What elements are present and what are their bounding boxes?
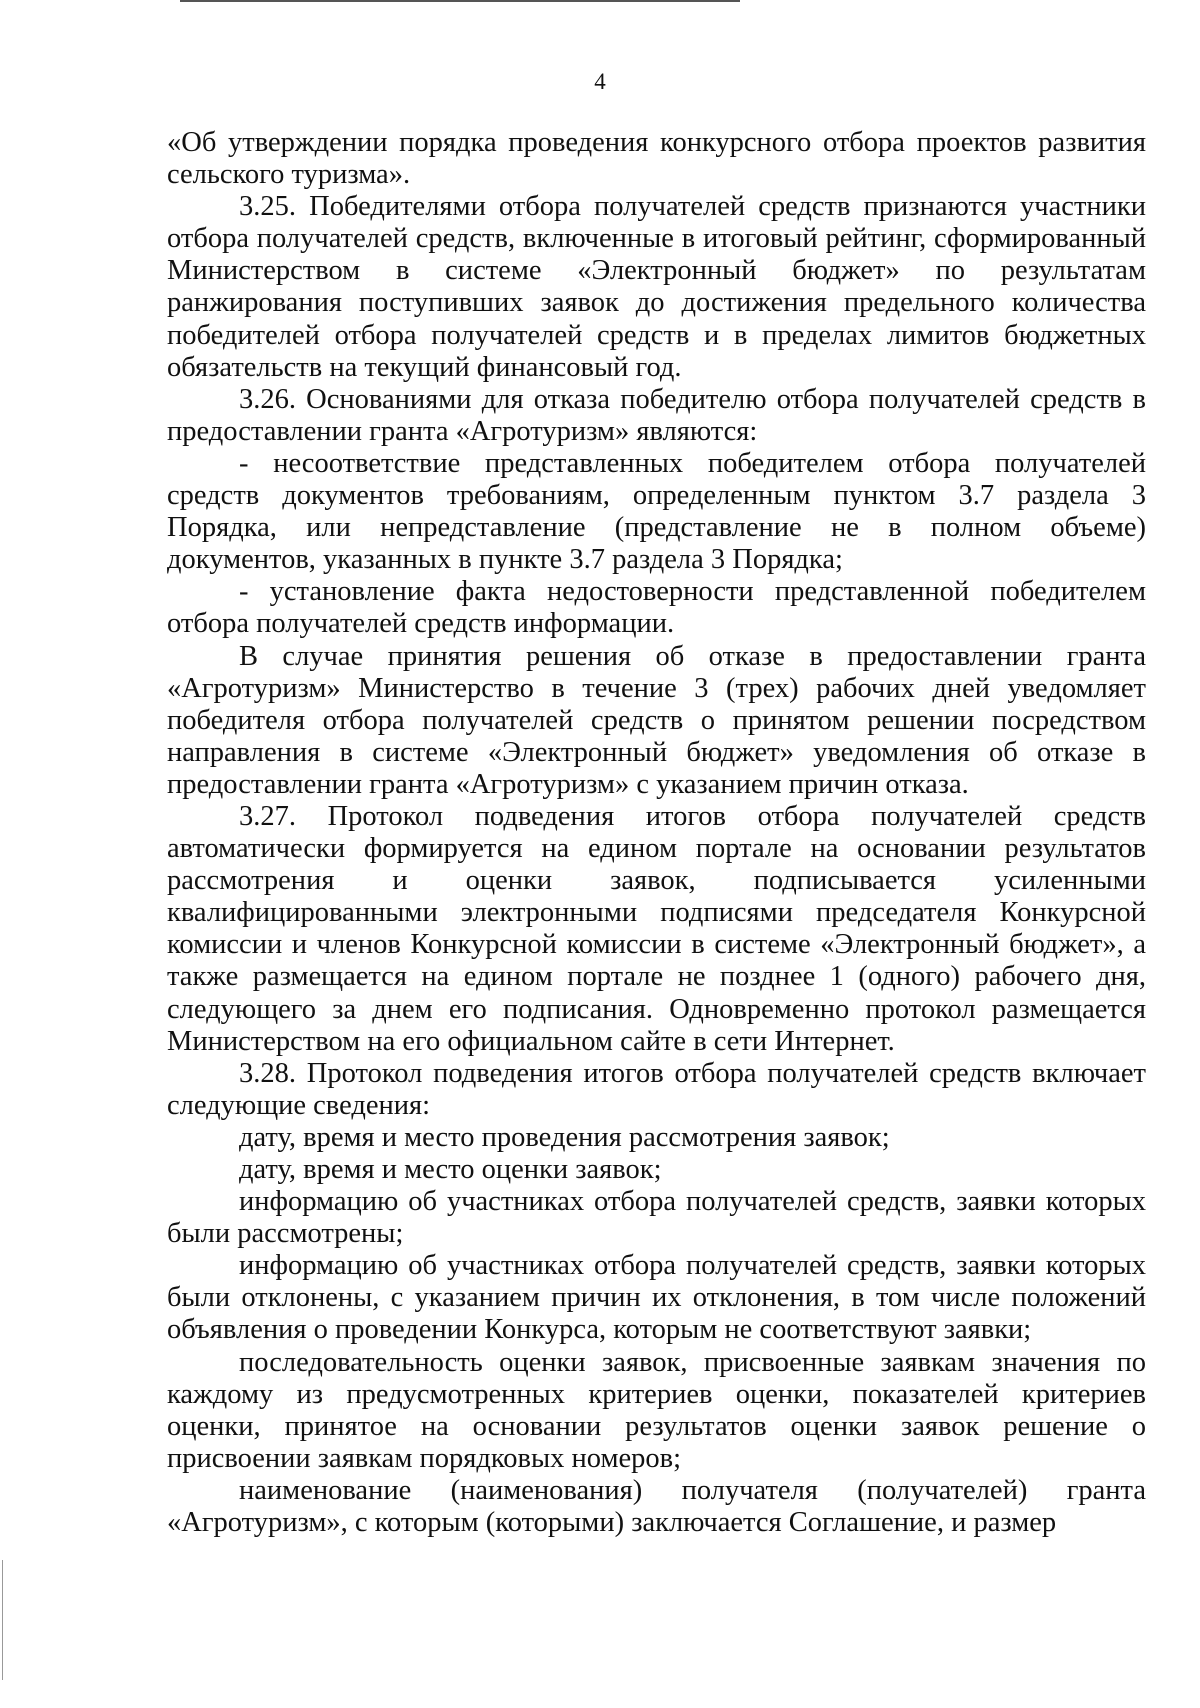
- scan-artifact-top: [180, 0, 740, 2]
- paragraph-3-25: 3.25. Победителями отбора получателей средств признаются участники отбора получателей средств, включенные в итоговый рейтинг, сформированный Министерством в системе «Электронный бюджет» по результатам ранжирования поступивших заявок до достижения предельного количества победителей отбора получателей средств и в пределах лимитов бюджетных обязательств на текущий финансовый год.: [167, 191, 1146, 383]
- page-number: 4: [594, 69, 606, 94]
- scan-artifact-left: [2, 1560, 3, 1680]
- paragraph-refusal-notice: В случае принятия решения об отказе в предоставлении гранта «Агротуризм» Министерство в течение 3 (трех) рабочих дней уведомляет победителя отбора получателей средств о принятом решении посредством направления в системе «Электронный бюджет» уведомления об отказе в предоставлении гранта «Агротуризм» с указанием причин отказа.: [167, 640, 1146, 800]
- list-item-unreliability: - установление факта недостоверности представленной победителем отбора получателей средств информации.: [167, 576, 1146, 640]
- document-body: [167, 127, 1146, 1539]
- list-item-evaluation-sequence: последовательность оценки заявок, присвоенные заявкам значения по каждому из предусмотренных критериев оценки, показателей критериев оценки, принятое на основании результатов оценки заявок решение о присвоении заявкам порядковых номеров;: [167, 1346, 1146, 1474]
- list-item-reviewed-participants: информацию об участниках отбора получателей средств, заявки которых были рассмотрены;: [167, 1186, 1146, 1250]
- paragraph-3-28: 3.28. Протокол подведения итогов отбора получателей средств включает следующие сведения:: [167, 1057, 1146, 1121]
- list-item-evaluation-date: дату, время и место оценки заявок;: [239, 1154, 662, 1185]
- paragraph-3-26: 3.26. Основаниями для отказа победителю отбора получателей средств в предоставлении гранта «Агротуризм» являются:: [167, 383, 1146, 447]
- list-item-review-date: дату, время и место проведения рассмотрения заявок;: [239, 1121, 890, 1153]
- list-item-recipient-name: наименование (наименования) получателя (получателей) гранта «Агротуризм», с которым (которыми) заключается Соглашение, и размер: [167, 1474, 1146, 1539]
- paragraph-3-27: 3.27. Протокол подведения итогов отбора получателей средств автоматически формируется на едином портале на основании результатов рассмотрения и оценки заявок, подписывается усиленными квалифицированными электронными подписями председателя Конкурсной комиссии и членов Конкурсной комиссии в системе «Электронный бюджет», а также размещается на едином портале не позднее 1 (одного) рабочего дня, следующего за днем его подписания. Одновременно протокол размещается Министерством на его официальном сайте в сети Интернет.: [167, 800, 1146, 1057]
- list-item-nonconformity: - несоответствие представленных победителем отбора получателей средств документов требованиям, определенным пунктом 3.7 раздела 3 Порядка, или непредставление (представление не в полном объеме) документов, указанных в пункте 3.7 раздела 3 Порядка;: [167, 447, 1146, 576]
- list-item-rejected-participants: информацию об участниках отбора получателей средств, заявки которых были отклонены, с указанием причин их отклонения, в том числе положений объявления о проведении Конкурса, которым не соответствуют заявки;: [167, 1250, 1146, 1346]
- paragraph-continuation: «Об утверждении порядка проведения конкурсного отбора проектов развития сельского туризма».: [167, 127, 1146, 191]
